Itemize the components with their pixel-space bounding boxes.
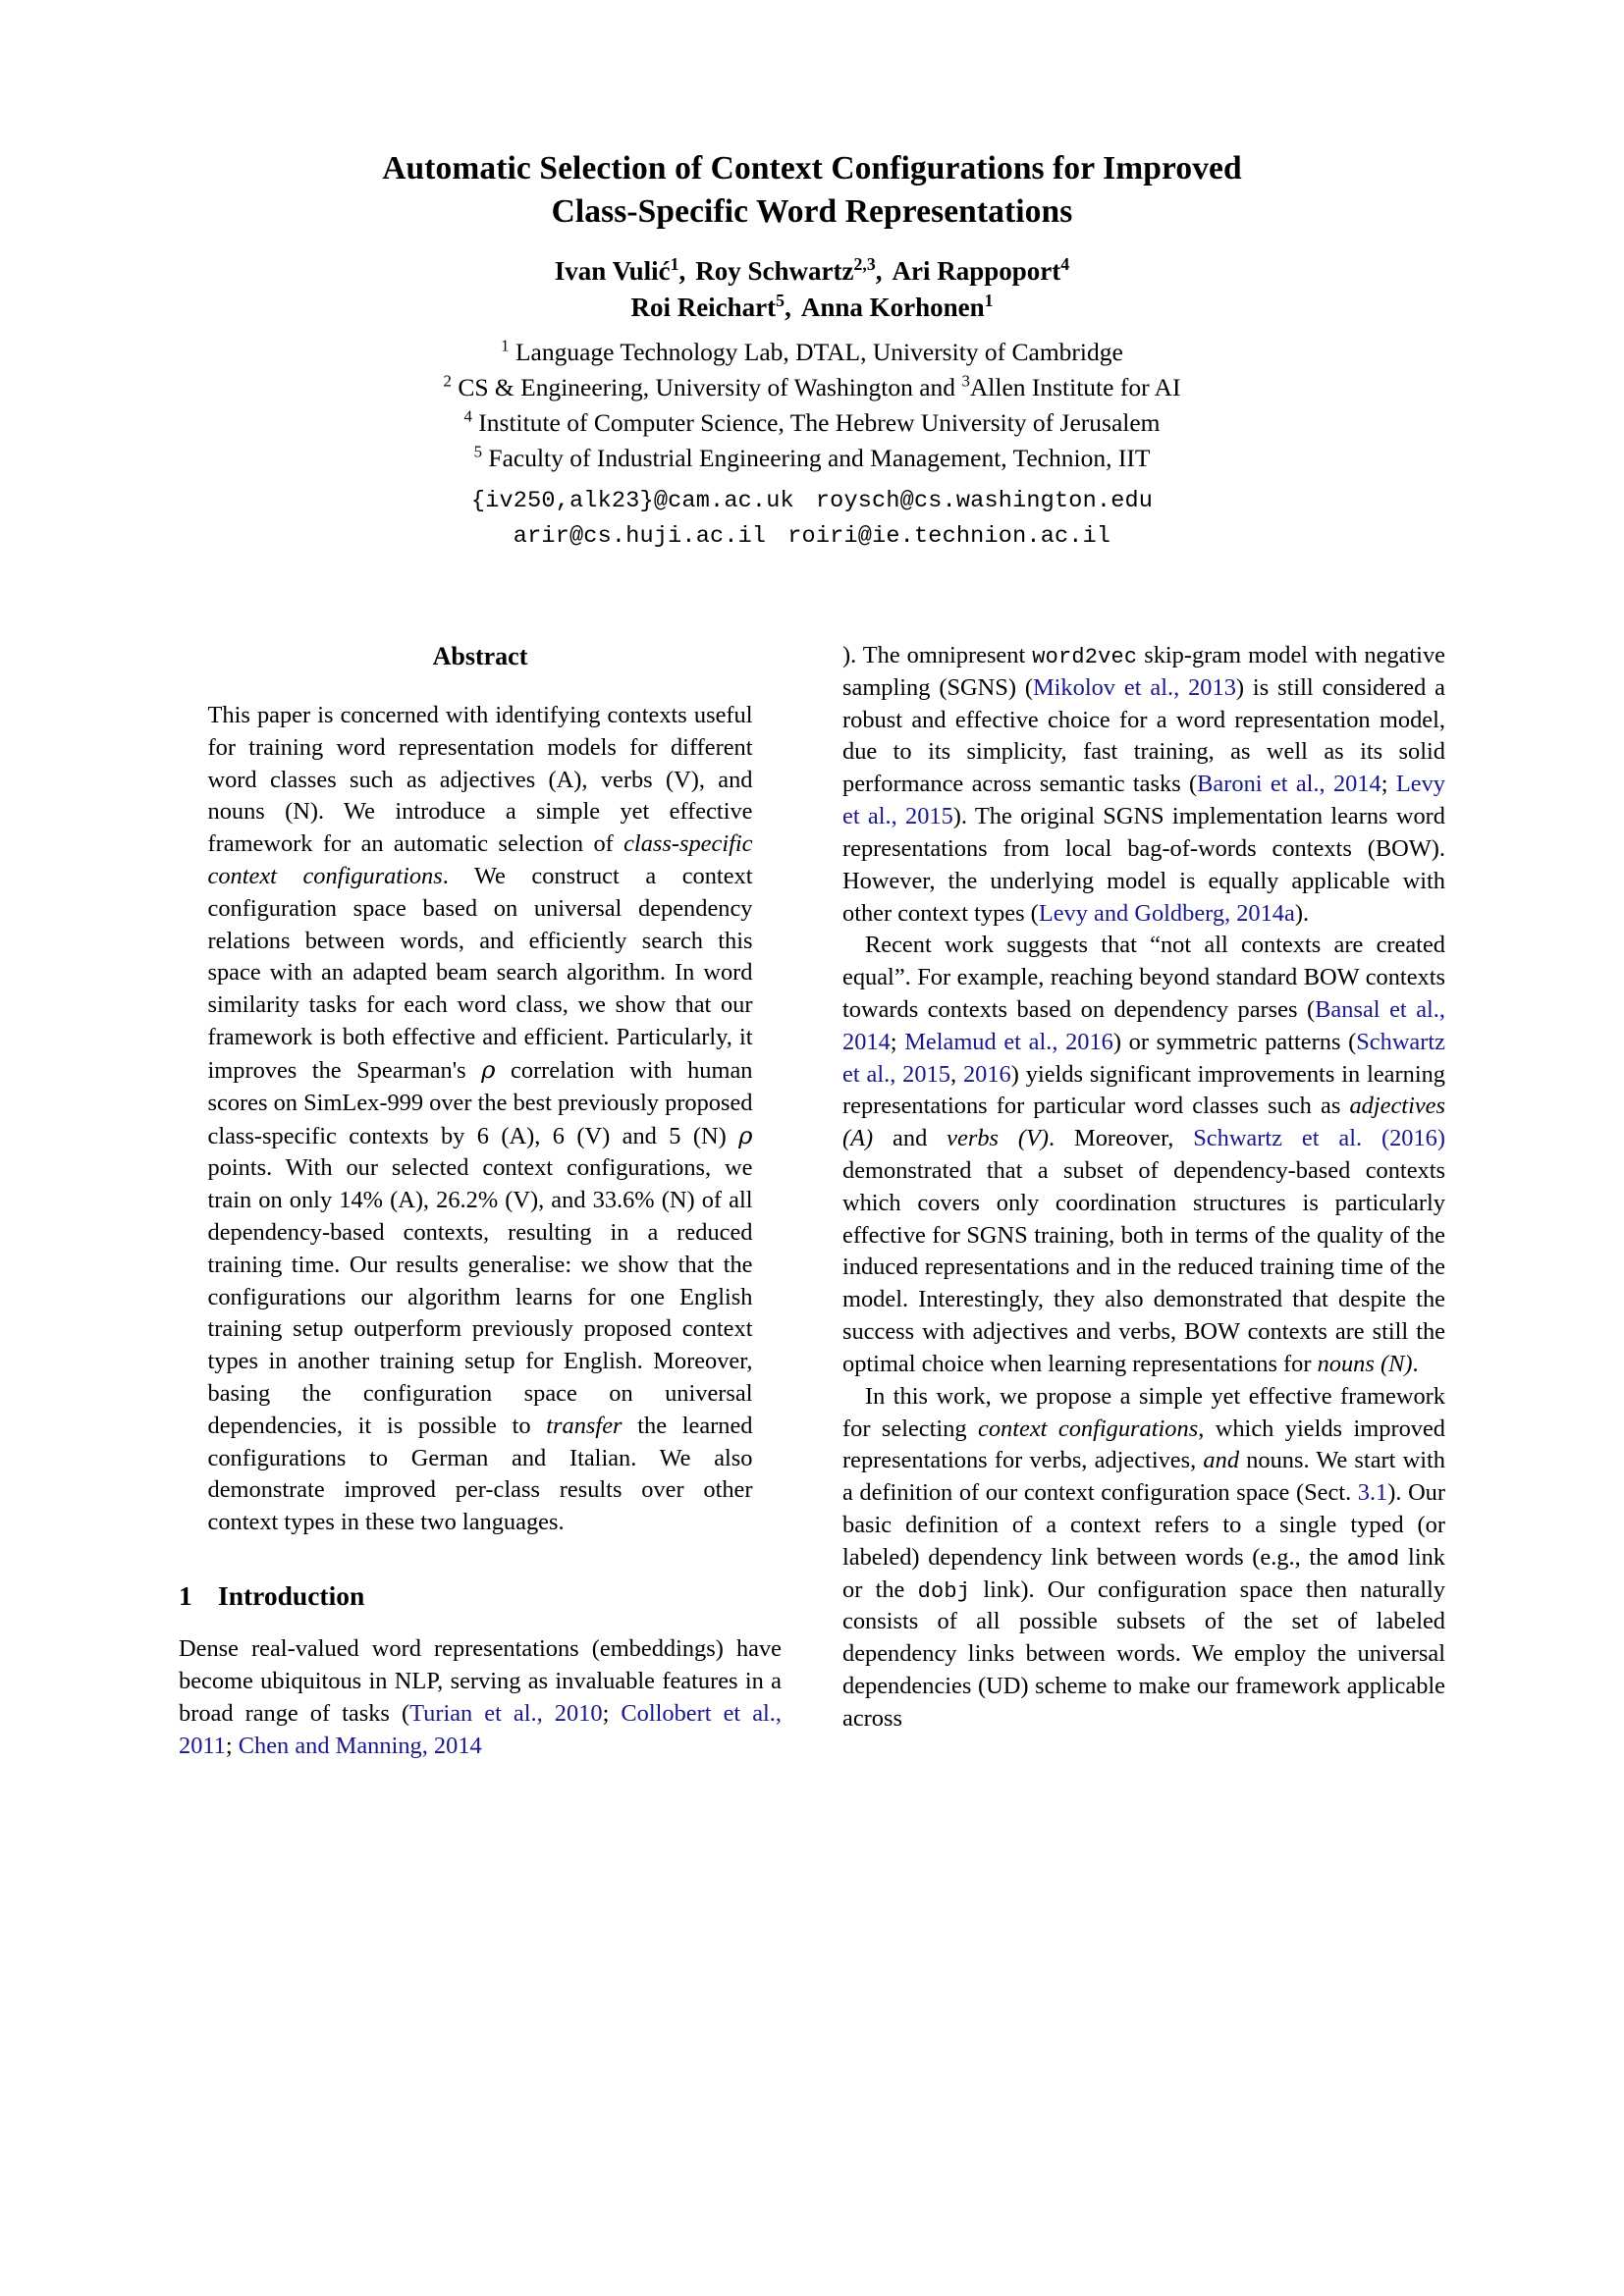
abstract-text: . We construct a context configuration space based on universal dependency relations between words, and efficiently search this space with an adapted beam search algorithm. In word similarity tasks for each word class, we show that our framework is both effective and efficient. Particularly, it improves the Spearman's [207,863,753,1084]
right-column [842,640,1445,1762]
citation-link[interactable]: Mikolov et al., 2013 [1032,673,1236,701]
code-term-word2vec: word2vec [1032,645,1138,669]
author-affil-marker: 1 [984,290,994,310]
body-emphasis: adjectives (A) [842,1093,1445,1152]
affiliation-text: CS & Engineering, University of Washington and [458,372,962,401]
body-text: ). Our basic definition of a context refers to a single typed (or labeled) dependency link between words (e.g., the [842,1479,1446,1571]
body-emphasis: context configurations [978,1415,1199,1442]
author-affil-marker: 2,3 [853,254,876,275]
code-term-amod: amod [1346,1546,1400,1572]
body-text: Dense real-valued word representations (embeddings) have become ubiquitous in NLP, serving as invaluable features in a broad range of tasks ( [179,1635,782,1727]
affiliation-item [243,335,1381,370]
left-column [179,640,782,1762]
affiliation-text: Allen Institute for AI [969,372,1181,401]
affiliation-marker: 1 [501,336,510,355]
affiliation-item [243,405,1381,441]
body-text: ). [1294,899,1310,927]
citation-link[interactable]: Collobert et al., 2011 [179,1699,783,1759]
email-address[interactable]: {iv250,alk23}@cam.ac.uk [470,488,794,515]
citation-link[interactable]: Turian et al., 2010 [409,1699,603,1727]
body-emphasis: nouns (N) [1317,1350,1413,1377]
intro-paragraph-2 [842,930,1445,1380]
intro-paragraph-3 [842,1381,1445,1735]
intro-paragraph-1 [179,1633,782,1762]
email-address[interactable]: roiri@ie.technion.ac.il [787,522,1111,550]
body-text: ). The original SGNS implementation learns word representations from local bag-of-words contexts (BOW). However, the underlying model is equally applicable with other context types ( [842,803,1445,927]
page-title [243,147,1381,233]
author-row-2: Roi Reichart$^5$, Anna Korhonen$^1$ [630,290,994,322]
citation-link[interactable]: Chen and Manning, 2014 [238,1732,482,1759]
affiliation-marker: 3 [961,371,970,391]
abstract-text: points. With our selected context configurations, we train on only 14% (A), 26.2% (V), and 33.6% (N) of all dependency-based contexts, resulting in a reduced training time. Our results generalise: we show that the configurations our algorithm learns for one English training setup outperform previously proposed context types in another training setup for English. Moreover, basing the configuration space on universal dependencies, it is possible to [207,1154,753,1439]
section-number: 1 [179,1580,192,1612]
citation-link[interactable]: Levy et al., 2015 [842,771,1446,830]
body-emphasis: and [1203,1447,1240,1474]
body-text: ) yields significant improvements in learning representations for particular word classes such as [842,1060,1445,1120]
affiliation-marker: 2 [443,371,452,391]
rho-symbol: ρ [738,1120,753,1149]
author-name: Roy Schwartz [695,256,854,287]
abstract-emphasis: class-specific context configurations [207,830,753,890]
body-text: ; [890,1028,905,1055]
body-emphasis: verbs (V) [947,1125,1050,1152]
body-text: In this work, we propose a simple yet effective framework for selecting [842,1382,1445,1442]
body-text: nouns. We start with a definition of our context configuration space (Sect. [842,1447,1445,1507]
email-row-1 [243,484,1381,518]
abstract-text: This paper is concerned with identifying contexts useful for training word representation models for different word classes such as adjectives (A), verbs (V), and nouns (N). We introduce a simple yet effective framework for an automatic selection of [207,701,753,858]
affiliation-marker: 4 [463,406,472,426]
author-name: Anna Korhonen [800,292,985,322]
citation-link[interactable]: 2016 [962,1060,1011,1088]
body-text: link). Our configuration space then naturally consists of all possible subsets of the set of labeled dependency links between words. We employ the universal dependencies (UD) scheme to make our framework applicable across [842,1575,1445,1732]
affiliation-marker: 5 [473,442,483,461]
body-text: ; [1380,771,1396,798]
citation-link[interactable]: Schwartz et al., 2015 [842,1028,1445,1088]
affiliation-text: Language Technology Lab, DTAL, University of Cambridge [514,337,1123,366]
email-row-2 [243,519,1381,554]
affiliation-text: Institute of Computer Science, The Hebrew University of Jerusalem [478,407,1161,437]
author-list [243,253,1381,325]
title-block [243,0,1381,554]
rho-symbol: ρ [481,1054,496,1084]
citation-link[interactable]: Levy and Goldberg, 2014a [1038,899,1295,927]
body-columns [179,640,1445,1762]
affiliation-item [243,370,1381,405]
abstract-text: correlation with human scores on SimLex-999 over the best previously proposed class-specific contexts by 6 (A), 6 (V) and 5 (N) [207,1056,753,1149]
intro-paragraph-1-cont [842,640,1445,930]
body-text: and [873,1125,947,1152]
author-name: Ari Rappoport [892,256,1061,287]
title-line-1: Automatic Selection of Context Configurations for Improved [382,150,1242,187]
section-title: Introduction [218,1580,365,1612]
body-text: link or the [842,1543,1445,1603]
affiliation-item [243,441,1381,476]
abstract-emphasis: transfer [546,1412,623,1439]
abstract-text: the learned configurations to German and Italian. We also demonstrate improved per-class results over other context types in these two languages. [207,1412,753,1536]
body-text: . [1412,1350,1419,1377]
email-list [243,484,1381,554]
body-text: , [949,1060,963,1088]
body-text: skip-gram model with negative sampling (SGNS) ( [842,642,1445,701]
section-reference-link[interactable]: 3.1 [1357,1479,1388,1507]
citation-link[interactable]: Melamud et al., 2016 [904,1028,1113,1055]
abstract-paragraph [208,700,753,1539]
body-text: , which yields improved representations for verbs, adjectives, [842,1415,1445,1474]
body-text: ) or symmetric patterns ( [1112,1028,1357,1055]
affiliation-text: Faculty of Industrial Engineering and Management, Technion, IIT [488,444,1151,473]
citation-link[interactable]: Baroni et al., 2014 [1197,771,1381,798]
email-address[interactable]: roysch@cs.washington.edu [815,488,1154,515]
author-row-1: Ivan Vulić$^1$, Roy Schwartz$^{2,3}$, Ari Rappoport$^4$ [554,254,1070,287]
body-text: Recent work suggests that “not all contexts are created equal”. For example, reaching beyond standard BOW contexts towards contexts based on dependency parses ( [842,932,1445,1023]
body-text: ; [225,1732,239,1759]
author-name: Roi Reichart [630,292,777,322]
abstract-section [208,640,753,1539]
abstract-heading: Abstract [432,642,528,670]
body-text: . Moreover, [1049,1125,1194,1152]
body-text: ). The omnipresent [842,642,1033,668]
body-text: ) is still considered a robust and effective choice for a word representation model, due to its simplicity, fast training, as well as its solid performance across semantic tasks ( [842,673,1445,798]
author-name: Ivan Vulić [554,256,671,287]
citation-link[interactable]: Bansal et al., 2014 [842,995,1445,1055]
section-heading-introduction [179,1578,782,1615]
code-term-dobj: dobj [917,1578,971,1604]
email-address[interactable]: arir@cs.huji.ac.il [513,522,767,550]
body-text: demonstrated that a subset of dependency-based contexts which covers only coordination structures is particularly effective for SGNS training, both in terms of the quality of the induced representations and in the reduced training time of the model. Interestingly, they also demonstrated that despite the success with adjectives and verbs, BOW contexts are still the optimal choice when learning representations for [842,1157,1445,1377]
affiliation-list [243,335,1381,477]
author-affil-marker: 4 [1060,254,1070,275]
body-text: ; [602,1699,622,1727]
author-affil-marker: 1 [670,254,679,275]
citation-link[interactable]: Schwartz et al. (2016) [1193,1125,1445,1152]
author-affil-marker: 5 [776,290,785,310]
title-line-2: Class-Specific Word Representations [551,192,1073,230]
